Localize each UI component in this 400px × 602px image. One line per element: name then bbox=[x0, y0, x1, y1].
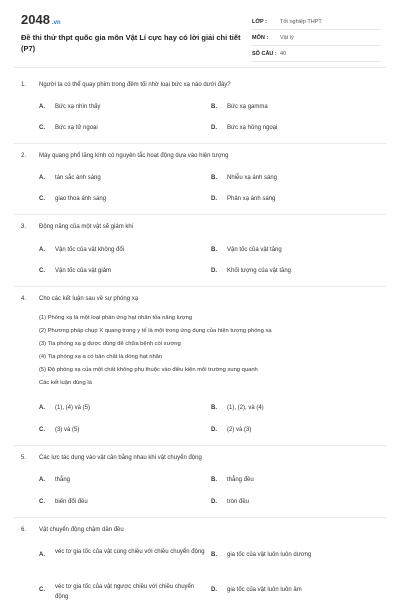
question-number: 2. bbox=[21, 153, 27, 159]
option-letter: A. bbox=[39, 477, 45, 483]
meta-value: Vật lý bbox=[280, 34, 294, 41]
question-divider bbox=[14, 286, 386, 287]
option-letter: C. bbox=[39, 587, 45, 593]
logo-text: 2048 bbox=[21, 12, 50, 27]
option-letter: D. bbox=[211, 427, 217, 433]
logo-suffix: .vn bbox=[51, 20, 61, 26]
meta-key: LỚP : bbox=[252, 18, 267, 25]
question-divider bbox=[14, 143, 386, 144]
option-letter: D. bbox=[211, 125, 217, 131]
option-text: tròn đều bbox=[227, 499, 250, 505]
question-text: Người ta có thể quay phim trong đêm tối nhờ loại bức xạ nào dưới đây? bbox=[39, 82, 231, 88]
option-text: tán sắc ánh sáng bbox=[55, 175, 101, 181]
option-text: Vận tốc của vật giảm bbox=[55, 268, 112, 274]
option-letter: B. bbox=[211, 104, 217, 110]
meta-row-subject bbox=[252, 30, 380, 46]
meta-key: SỐ CÂU : bbox=[252, 50, 277, 57]
option-text: Vận tốc của vật tăng bbox=[227, 247, 282, 253]
option-text: Phản xạ ánh sáng bbox=[227, 196, 276, 202]
question-number: 5. bbox=[21, 455, 27, 461]
option-text: thẳng bbox=[55, 477, 71, 483]
meta-value: 40 bbox=[280, 50, 287, 57]
meta-row-count bbox=[252, 46, 380, 62]
statement-5: (5) Độ phóng xạ của một chất không phụ thuộc vào điều kiện môi trường xung quanh bbox=[39, 367, 258, 373]
exam-meta bbox=[252, 14, 380, 62]
option-letter: C. bbox=[39, 125, 45, 131]
question-number: 4. bbox=[21, 296, 27, 302]
meta-key: MÔN : bbox=[252, 34, 269, 41]
question-text: Vật chuyển động chậm dần đều bbox=[39, 527, 124, 533]
option-letter: B. bbox=[211, 552, 217, 558]
statement-1: (1) Phóng xạ là một loại phản ứng hạt nhân tỏa năng lượng bbox=[39, 315, 193, 321]
page-title: Đề thi thử thpt quốc gia môn Vật Lí cực hay có lời giải chi tiết (P7) bbox=[21, 33, 241, 53]
meta-value: Tốt nghiệp THPT bbox=[280, 18, 322, 25]
question-text: Máy quang phổ lăng kính có nguyên tắc hoạt động dựa vào hiện tượng bbox=[39, 153, 229, 159]
option-letter: A. bbox=[39, 104, 45, 110]
option-text: gia tốc của vật luôn luôn dương bbox=[227, 552, 312, 558]
option-text: véc tơ gia tốc của vật ngược chiều với chiều chuyển động bbox=[55, 584, 195, 600]
option-letter: A. bbox=[39, 552, 45, 558]
option-text: (3) và (5) bbox=[55, 427, 80, 433]
meta-row-class bbox=[252, 14, 380, 30]
question-divider bbox=[14, 214, 386, 215]
option-text: giao thoa ánh sáng bbox=[55, 196, 107, 202]
option-letter: C. bbox=[39, 499, 45, 505]
statement-2: (2) Phương pháp chụp X quang trong y tế là một trong ứng dụng của hiện tượng phóng xạ bbox=[39, 328, 272, 334]
question-text: Động năng của một vật sẽ giảm khi bbox=[39, 224, 134, 230]
question-divider bbox=[14, 445, 386, 446]
option-text: (1), (2), và (4) bbox=[227, 405, 264, 411]
option-text: (2) và (3) bbox=[227, 427, 252, 433]
option-text: Bức xạ tử ngoại bbox=[55, 125, 98, 131]
option-text: gia tốc của vật luôn luôn âm bbox=[227, 587, 302, 593]
question-number: 6. bbox=[21, 527, 27, 533]
option-letter: A. bbox=[39, 175, 45, 181]
question-number: 1. bbox=[21, 82, 27, 88]
header-divider bbox=[14, 67, 386, 68]
question-text: Cho các kết luận sau về sự phóng xạ bbox=[39, 296, 139, 302]
option-text: (1), (4) và (5) bbox=[55, 405, 91, 411]
statement-4: (4) Tia phóng xạ a có bản chất là dòng hạt nhân bbox=[39, 354, 163, 360]
option-text: thẳng đều bbox=[227, 477, 254, 483]
question-number: 3. bbox=[21, 224, 27, 230]
option-letter: B. bbox=[211, 247, 217, 253]
option-text: Bức xạ gamma bbox=[227, 104, 268, 110]
option-text: biến đổi đều bbox=[55, 499, 88, 505]
option-letter: B. bbox=[211, 175, 217, 181]
option-letter: A. bbox=[39, 247, 45, 253]
option-text: Bức xạ hồng ngoại bbox=[227, 125, 278, 131]
option-text: Vận tốc của vật không đổi bbox=[55, 247, 125, 253]
statement-prompt: Các kết luận đúng là bbox=[39, 380, 92, 386]
option-text: Bức xạ nhìn thấy bbox=[55, 104, 101, 110]
question-text: Các lực tác dụng vào vật cân bằng nhau khi vật chuyển động bbox=[39, 455, 202, 461]
option-letter: D. bbox=[211, 196, 217, 202]
site-logo[interactable] bbox=[21, 12, 61, 27]
option-letter: D. bbox=[211, 499, 217, 505]
option-letter: C. bbox=[39, 268, 45, 274]
option-letter: B. bbox=[211, 477, 217, 483]
question-divider bbox=[14, 517, 386, 518]
statement-3: (3) Tia phóng xạ g được dùng để chữa bệnh còi xương bbox=[39, 341, 181, 347]
option-letter: C. bbox=[39, 427, 45, 433]
option-text: Khối lượng của vật tăng bbox=[227, 268, 291, 274]
option-text: Nhiễu xạ ánh sáng bbox=[227, 175, 278, 181]
option-letter: A. bbox=[39, 405, 45, 411]
option-letter: D. bbox=[211, 587, 217, 593]
option-text: véc tơ gia tốc của vật cùng chiều với chiều chuyển động bbox=[55, 549, 205, 555]
option-letter: B. bbox=[211, 405, 217, 411]
option-letter: D. bbox=[211, 268, 217, 274]
option-letter: C. bbox=[39, 196, 45, 202]
